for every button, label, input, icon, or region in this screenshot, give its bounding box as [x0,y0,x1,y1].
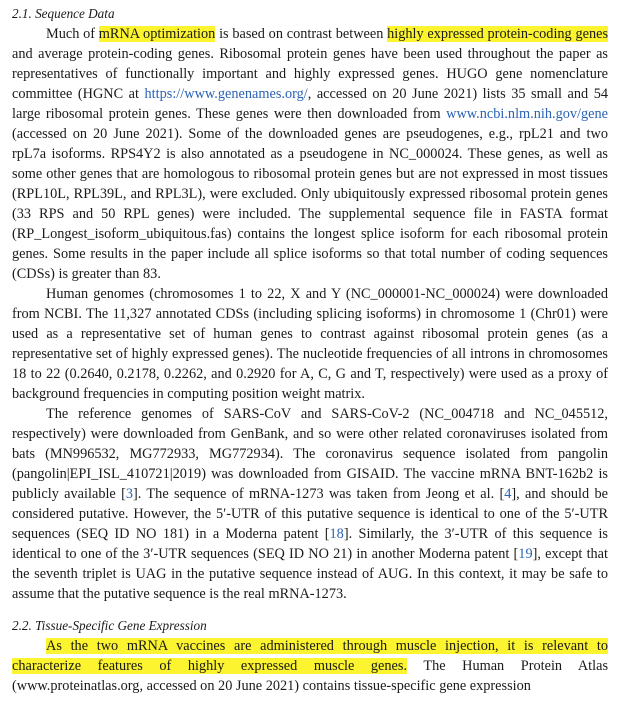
paragraph-muscle-genes [12,636,608,696]
paragraph-reference-genomes [12,404,608,604]
citation-ref-4[interactable]: 4 [504,486,512,502]
text-run: ], and should be considered putative. However, the 5′-UTR of this putative sequence is identical to one of the 5′-UTR sequences (SEQ ID NO 181) in a Moderna patent [ [12,486,608,542]
highlight-muscle-injection: As the two mRNA vaccines are administered through muscle injection, it is relevant to characterize features of highly expressed muscle genes. [12,638,608,674]
text-run: The reference genomes of SARS-CoV and SARS-CoV-2 (NC_004718 and NC_045512, respectively) were downloaded from GenBank, and so were other related coronaviruses isolated from bats (MN996532, MG772933, MG772934). The coronavirus sequence isolated from pangolin (pangolin|EPI_ISL_410721|2019) was downloaded from GISAID. The vaccine mRNA BNT-162b2 is publicly available [ [12,406,608,502]
text-run: ]. Similarly, the 3′-UTR of this sequence is identical to one of the 3′-UTR sequences (SEQ ID NO 21) in another Moderna patent [ [12,526,608,562]
text-run: , accessed on 20 June 2021) lists 35 small and 54 large ribosomal protein genes. These genes were then downloaded from [12,86,609,122]
section-spacer [12,604,608,616]
highlight-highly-expressed-genes: highly expressed protein-coding genes [387,26,609,42]
text-run: (accessed on 20 June 2021). Some of the downloaded genes are pseudogenes, e.g., rpL21 and two rpL7a isoforms. RPS4Y2 is also annotated as a pseudogene in NC_000024. These genes, as well as some other genes that are homologous to ribosomal protein genes but are not expressed in most tissues (RPL10L, RPL39L, and RPL3L), were excluded. Only ubiquitously expressed ribosomal protein genes (33 RPS and 50 RPL genes) were included. The supplemental sequence file in FASTA format (RP_Longest_isoform_ubiquitous.fas) contains the longest splice isoform for each ribosomal protein genes. Some results in the paper include all splice isoforms so that total number of coding sequences (CDSs) is greater than 83. [12,126,608,282]
paper-page [12,4,608,696]
link-genenames[interactable]: https://www.genenames.org/ [144,86,308,102]
text-run: ], except that the seventh triplet is UAG in the putative sequence instead of AUG. In this context, it may be safe to assume that the putative sequence is the real mRNA-1273. [12,546,609,602]
section-heading-tissue-expression: 2.2. Tissue-Specific Gene Expression [12,618,207,633]
paragraph-human-genomes: Human genomes (chromosomes 1 to 22, X and Y (NC_000001-NC_000024) were downloaded from NCBI. The 11,327 annotated CDSs (including splicing isoforms) in chromosome 1 (Chr01) were used as a representative set of human genes to contrast against ribosomal protein genes (as a representative set of highly expressed genes). The nucleotide frequencies of all introns in chromosomes 18 to 22 (0.2640, 0.2178, 0.2262, and 0.2920 for A, C, G and T, respectively) were used as a proxy of background frequencies in computing position weight matrix. [12,286,608,402]
highlight-mrna-optimization: mRNA optimization [98,26,216,42]
section-heading-sequence-data: 2.1. Sequence Data [12,6,115,21]
link-ncbi-gene[interactable]: www.ncbi.nlm.nih.gov/gene [446,106,608,122]
text-run: The Human Protein Atlas (www.proteinatlas.org, accessed on 20 June 2021) contains tissue-specific gene expression [12,658,609,694]
citation-ref-18[interactable]: 18 [329,526,344,542]
text-run: is based on contrast between [215,26,388,42]
citation-ref-3[interactable]: 3 [125,486,134,502]
paragraph-ribosomal-genes [12,24,608,284]
text-run: and average protein-coding genes. Ribosomal protein genes have been used throughout the paper as representatives of functionally important and highly expressed genes. HUGO gene nomenclature committee (HGNC at [12,46,608,102]
citation-ref-19[interactable]: 19 [518,546,533,562]
text-run: ]. The sequence of mRNA-1273 was taken from Jeong et al. [ [133,486,505,502]
text-run: Much of [46,26,99,42]
